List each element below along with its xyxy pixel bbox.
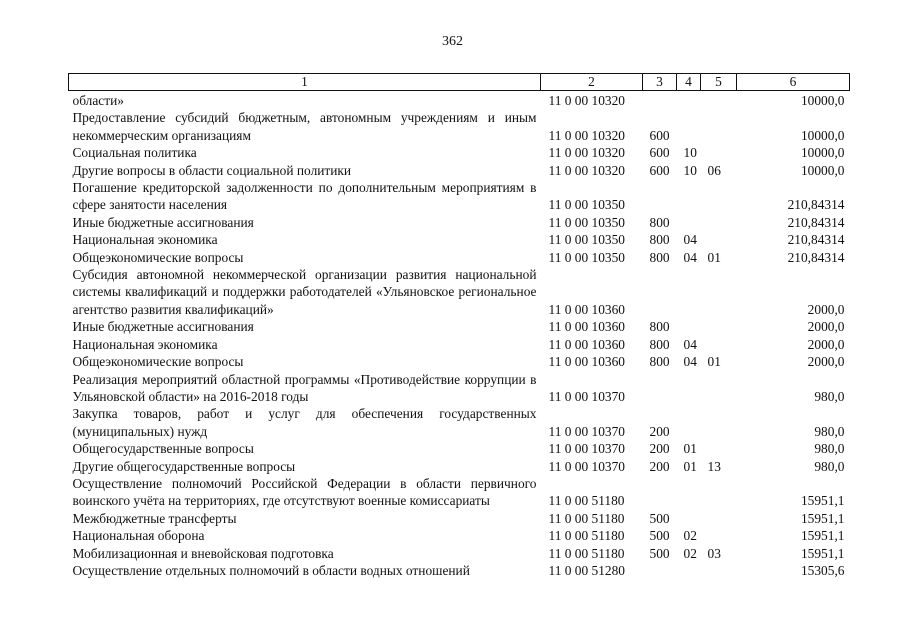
- row-col4-cell: 01: [683, 441, 697, 457]
- table-row: [69, 214, 850, 231]
- row-name-cell: Межбюджетные трансферты: [72, 510, 237, 526]
- row-col5-cell: [701, 371, 737, 406]
- row-amount-cell: 2000,0: [807, 354, 845, 370]
- row-col3-cell: [643, 562, 677, 579]
- row-col4-cell: [677, 109, 701, 144]
- row-amount-cell: 210,84314: [787, 197, 845, 213]
- row-code-cell: 11 0 00 51180: [548, 528, 625, 544]
- row-amount-cell: 210,84314: [787, 214, 845, 230]
- row-code-cell: 11 0 00 10370: [548, 423, 625, 439]
- row-col5-cell: 01: [707, 354, 721, 370]
- row-col3-cell: [643, 179, 677, 214]
- row-code-cell: 11 0 00 10350: [548, 197, 625, 213]
- row-amount-cell: 980,0: [814, 458, 845, 474]
- row-col3-cell: 500: [649, 528, 670, 544]
- row-col3-cell: 200: [649, 423, 670, 439]
- row-name-cell: Социальная политика: [72, 145, 197, 161]
- row-col3-cell: 600: [649, 162, 670, 178]
- row-col5-cell: [701, 144, 737, 161]
- row-amount-cell: 15951,1: [800, 493, 845, 509]
- row-name-cell: Общеэкономические вопросы: [72, 354, 244, 370]
- row-col4-cell: 01: [683, 458, 697, 474]
- row-col5-cell: 13: [707, 458, 721, 474]
- row-col3-cell: 800: [649, 319, 670, 335]
- row-col4-cell: 04: [683, 232, 697, 248]
- row-col3-cell: 800: [649, 232, 670, 248]
- row-col3-cell: 800: [649, 214, 670, 230]
- table-row: [69, 371, 850, 406]
- row-col5-cell: 01: [707, 249, 721, 265]
- table-row: [69, 179, 850, 214]
- row-col3-cell: 200: [649, 458, 670, 474]
- row-amount-cell: 15305,6: [800, 562, 845, 578]
- row-name-cell: области»: [72, 93, 124, 108]
- row-amount-cell: 980,0: [814, 423, 845, 439]
- row-amount-cell: 210,84314: [787, 249, 845, 265]
- row-code-cell: 11 0 00 10350: [548, 249, 625, 265]
- column-header-5: 5: [701, 74, 737, 91]
- row-col3-cell: [643, 475, 677, 510]
- column-header-2: 2: [541, 74, 643, 91]
- budget-table: [68, 73, 850, 579]
- row-name-cell: Общегосударственные вопросы: [72, 441, 254, 457]
- row-amount-cell: 10000,0: [800, 162, 845, 178]
- row-col5-cell: [701, 336, 737, 353]
- row-col5-cell: [701, 510, 737, 527]
- table-row: [69, 162, 850, 179]
- row-name-cell: Погашение кредиторской задолженности по дополнительным мероприятиям в сфере занятости населения: [72, 180, 537, 213]
- column-header-3: 3: [643, 74, 677, 91]
- table-row: [69, 458, 850, 475]
- page-number: 362: [442, 34, 463, 49]
- table-row: [69, 91, 850, 110]
- row-col3-cell: 600: [649, 145, 670, 161]
- row-name-cell: Национальная экономика: [72, 232, 218, 248]
- row-code-cell: 11 0 00 10320: [548, 127, 625, 143]
- row-col4-cell: 02: [683, 545, 697, 561]
- row-col4-cell: 04: [683, 354, 697, 370]
- row-col5-cell: [701, 562, 737, 579]
- row-amount-cell: 2000,0: [807, 301, 845, 317]
- table-row: [69, 510, 850, 527]
- row-col4-cell: [677, 475, 701, 510]
- row-amount-cell: 2000,0: [807, 336, 845, 352]
- table-row: [69, 527, 850, 544]
- row-name-cell: Мобилизационная и вневойсковая подготовка: [72, 545, 334, 561]
- row-col5-cell: [701, 405, 737, 440]
- row-col4-cell: [677, 179, 701, 214]
- row-name-cell: Предоставление субсидий бюджетным, автономным учреждениям и иным некоммерческим организациям: [72, 110, 537, 143]
- row-code-cell: 11 0 00 51180: [548, 493, 625, 509]
- row-col4-cell: [677, 510, 701, 527]
- row-col4-cell: 04: [683, 249, 697, 265]
- row-code-cell: 11 0 00 10360: [548, 336, 625, 352]
- row-code-cell: 11 0 00 10360: [548, 319, 625, 335]
- row-name-cell: Осуществление отдельных полномочий в области водных отношений: [72, 562, 470, 578]
- row-amount-cell: 980,0: [814, 388, 845, 404]
- row-name-cell: Общеэкономические вопросы: [72, 249, 244, 265]
- table-row: [69, 109, 850, 144]
- table-row: [69, 562, 850, 579]
- row-name-cell: Субсидия автономной некоммерческой организации развития национальной системы квалификаций и поддержки работодателей «Ульяновское региональное агентство развития квалификаций»: [72, 267, 537, 317]
- row-col3-cell: 800: [649, 249, 670, 265]
- row-code-cell: 11 0 00 10350: [548, 232, 625, 248]
- row-name-cell: Национальная экономика: [72, 336, 218, 352]
- row-col3-cell: [643, 91, 677, 110]
- table-row: [69, 231, 850, 248]
- row-col4-cell: 10: [683, 162, 697, 178]
- row-amount-cell: 15951,1: [800, 545, 845, 561]
- table-row: [69, 144, 850, 161]
- row-col3-cell: 200: [649, 441, 670, 457]
- row-code-cell: 11 0 00 51180: [548, 545, 625, 561]
- row-col3-cell: 800: [649, 354, 670, 370]
- row-code-cell: 11 0 00 10370: [548, 441, 625, 457]
- row-amount-cell: 210,84314: [787, 232, 845, 248]
- row-col5-cell: [701, 527, 737, 544]
- row-col4-cell: [677, 562, 701, 579]
- row-col5-cell: [701, 109, 737, 144]
- column-header-6: 6: [737, 74, 850, 91]
- row-name-cell: Другие общегосударственные вопросы: [72, 458, 296, 474]
- row-col5-cell: 03: [707, 545, 721, 561]
- row-amount-cell: 15951,1: [800, 528, 845, 544]
- row-col4-cell: 02: [683, 528, 697, 544]
- row-col4-cell: [677, 371, 701, 406]
- column-header-1: 1: [69, 74, 541, 91]
- row-col5-cell: [701, 214, 737, 231]
- row-col4-cell: 04: [683, 336, 697, 352]
- row-col4-cell: [677, 318, 701, 335]
- row-col5-cell: [701, 475, 737, 510]
- row-col4-cell: [677, 91, 701, 110]
- row-col3-cell: [643, 266, 677, 318]
- row-code-cell: 11 0 00 51280: [548, 562, 625, 578]
- row-amount-cell: 10000,0: [800, 127, 845, 143]
- row-col5-cell: [701, 266, 737, 318]
- row-code-cell: 11 0 00 10320: [548, 145, 625, 161]
- row-name-cell: Национальная оборона: [72, 528, 205, 544]
- row-code-cell: 11 0 00 51180: [548, 510, 625, 526]
- table-row: [69, 440, 850, 457]
- table-body: [69, 91, 850, 580]
- row-code-cell: 11 0 00 10320: [548, 93, 625, 108]
- row-col4-cell: 10: [683, 145, 697, 161]
- row-col5-cell: [701, 440, 737, 457]
- table-row: [69, 266, 850, 318]
- table-row: [69, 545, 850, 562]
- row-col4-cell: [677, 214, 701, 231]
- row-amount-cell: 10000,0: [800, 93, 845, 108]
- row-code-cell: 11 0 00 10370: [548, 458, 625, 474]
- row-name-cell: Иные бюджетные ассигнования: [72, 214, 254, 230]
- row-amount-cell: 980,0: [814, 441, 845, 457]
- row-code-cell: 11 0 00 10350: [548, 214, 625, 230]
- row-amount-cell: 10000,0: [800, 145, 845, 161]
- row-col3-cell: 800: [649, 336, 670, 352]
- row-code-cell: 11 0 00 10360: [548, 301, 625, 317]
- row-name-cell: Осуществление полномочий Российской Федерации в области первичного воинского учёта на территориях, где отсутствуют военные комиссариаты: [72, 475, 537, 509]
- row-col5-cell: 06: [707, 162, 721, 178]
- row-col5-cell: [701, 179, 737, 214]
- row-code-cell: 11 0 00 10320: [548, 162, 625, 178]
- table-row: [69, 475, 850, 510]
- row-name-cell: Реализация мероприятий областной программы «Противодействие коррупции в Ульяновской области» на 2016-2018 годы: [72, 371, 537, 404]
- row-col3-cell: [643, 371, 677, 406]
- row-col5-cell: [701, 231, 737, 248]
- row-name-cell: Другие вопросы в области социальной политики: [72, 162, 352, 178]
- table-row: [69, 318, 850, 335]
- row-code-cell: 11 0 00 10360: [548, 354, 625, 370]
- row-amount-cell: 15951,1: [800, 510, 845, 526]
- row-col5-cell: [701, 318, 737, 335]
- row-col4-cell: [677, 405, 701, 440]
- row-col3-cell: 500: [649, 545, 670, 561]
- table-header: [69, 74, 850, 91]
- row-col3-cell: 500: [649, 510, 670, 526]
- column-header-4: 4: [677, 74, 701, 91]
- row-code-cell: 11 0 00 10370: [548, 388, 625, 404]
- table-row: [69, 249, 850, 266]
- row-col3-cell: 600: [649, 127, 670, 143]
- row-name-cell: Закупка товаров, работ и услуг для обеспечения государственных (муниципальных) нужд: [72, 406, 537, 439]
- table-row: [69, 405, 850, 440]
- row-col5-cell: [701, 91, 737, 110]
- table-row: [69, 336, 850, 353]
- row-amount-cell: 2000,0: [807, 319, 845, 335]
- row-name-cell: Иные бюджетные ассигнования: [72, 319, 254, 335]
- table-row: [69, 353, 850, 370]
- row-col4-cell: [677, 266, 701, 318]
